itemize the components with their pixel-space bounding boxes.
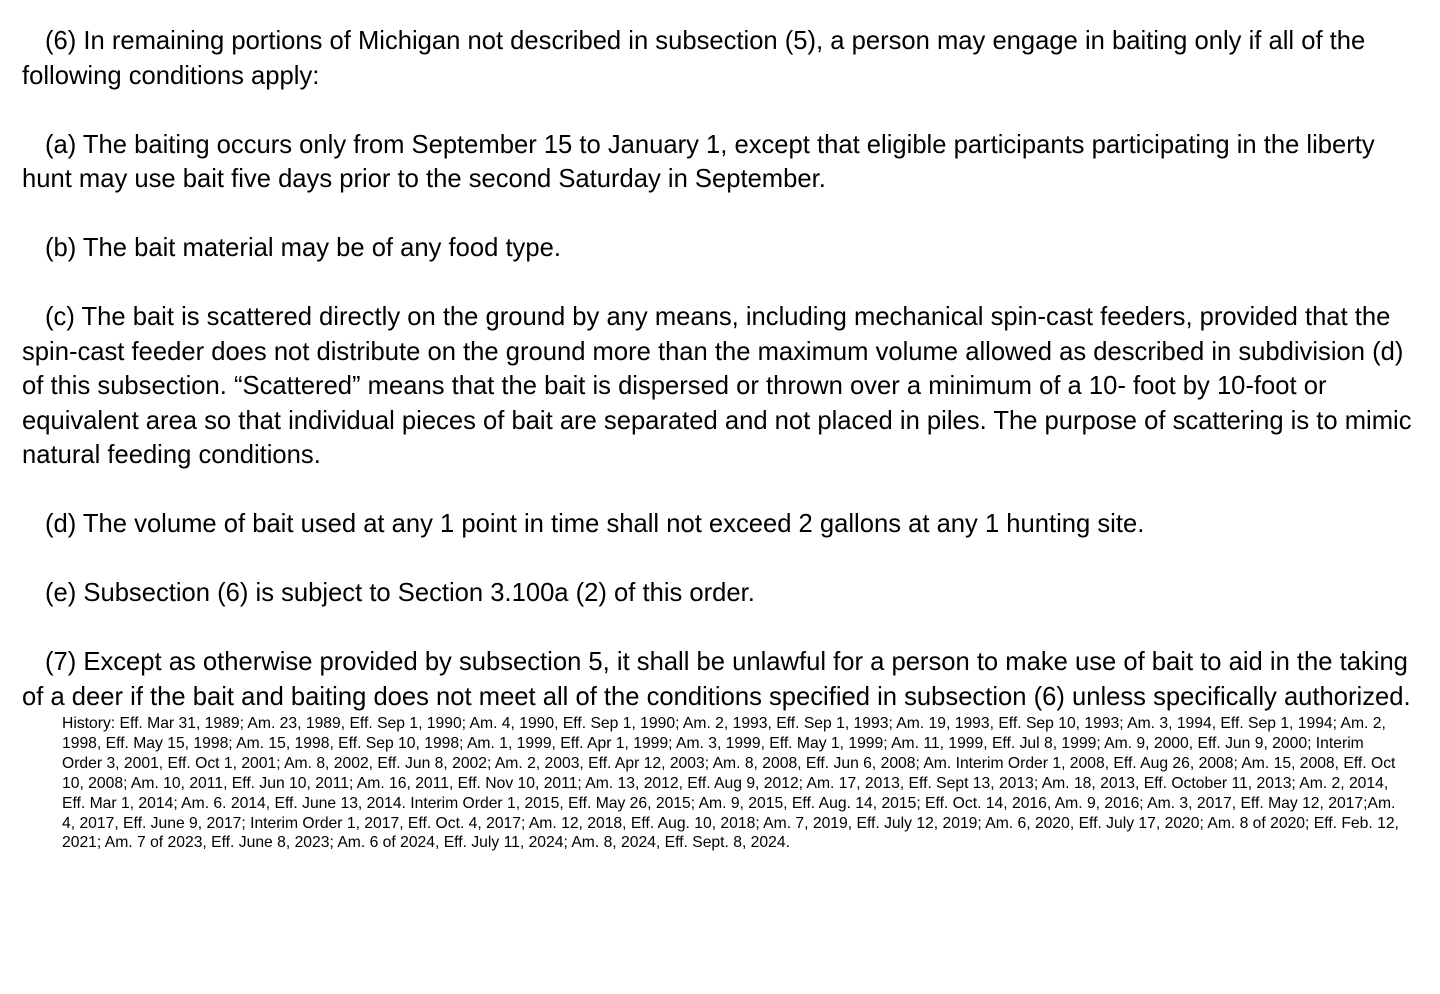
- paragraph-subsection-7: (7) Except as otherwise provided by subsection 5, it shall be unlawful for a person to make use of bait to aid in the taking of a deer if the bait and baiting does not meet all of the conditions specified in subsection (6) unless specifically authorized.: [22, 648, 1411, 711]
- paragraph-gap: [22, 473, 1422, 508]
- paragraph-subdivision-c: (c) The bait is scattered directly on the ground by any means, including mechanical spin-cast feeders, provided that the spin-cast feeder does not distribute on the ground more than the maximum volume allowed as described in subdivision (d) of this subsection. “Scattered” means that the bait is dispersed or thrown over a minimum of a 10- foot by 10-foot or equivalent area so that individual pieces of bait are separated and not placed in piles. The purpose of scattering is to mimic natural feeding conditions.: [22, 303, 1412, 469]
- paragraph-subdivision-a: (a) The baiting occurs only from September 15 to January 1, except that eligible participants participating in the liberty hunt may use bait five days prior to the second Saturday in September.: [22, 130, 1375, 193]
- document-body: [22, 24, 1422, 853]
- paragraph-gap: [22, 542, 1422, 577]
- paragraph-subsection-6: (6) In remaining portions of Michigan not described in subsection (5), a person may engage in baiting only if all of the following conditions apply:: [22, 27, 1366, 90]
- paragraph-gap: [22, 93, 1422, 128]
- paragraph-gap: [22, 197, 1422, 232]
- paragraph-subdivision-b: (b) The bait material may be of any food type.: [45, 234, 561, 262]
- history-note: History: Eff. Mar 31, 1989; Am. 23, 1989, Eff. Sep 1, 1990; Am. 4, 1990, Eff. Sep 1, 1990; Am. 2, 1993, Eff. Sep 1, 1993; Am. 19, 1993, Eff. Sep 10, 1993; Am. 3, 1994, Eff. Sep 1, 1994; Am. 2, 1998, Eff. May 15, 1998; Am. 15, 1998, Eff. Sep 10, 1998; Am. 1, 1999, Eff. Apr 1, 1999; Am. 3, 1999, Eff. May 1, 1999; Am. 11, 1999, Eff. Jul 8, 1999; Am. 9, 2000, Eff. Jun 9, 2000; Interim Order 3, 2001, Eff. Oct 1, 2001; Am. 8, 2002, Eff. Jun 8, 2002; Am. 2, 2003, Eff. Apr 12, 2003; Am. 8, 2008, Eff. Jun 6, 2008; Am. Interim Order 1, 2008, Eff. Aug 26, 2008; Am. 15, 2008, Eff. Oct 10, 2008; Am. 10, 2011, Eff. Jun 10, 2011; Am. 16, 2011, Eff. Nov 10, 2011; Am. 13, 2012, Eff. Aug 9, 2012; Am. 17, 2013, Eff. Sept 13, 2013; Am. 18, 2013, Eff. October 11, 2013; Am. 2, 2014, Eff. Mar 1, 2014; Am. 6. 2014, Eff. June 13, 2014. Interim Order 1, 2015, Eff. May 26, 2015; Am. 9, 2015, Eff. Aug. 14, 2015; Eff. Oct. 14, 2016, Am. 9, 2016; Am. 3, 2017, Eff. May 12, 2017;Am. 4, 2017, Eff. June 9, 2017; Interim Order 1, 2017, Eff. Oct. 4, 2017; Am. 12, 2018, Eff. Aug. 10, 2018; Am. 7, 2019, Eff. July 12, 2019; Am. 6, 2020, Eff. July 17, 2020; Am. 8 of 2020; Eff. Feb. 12, 2021; Am. 7 of 2023, Eff. June 8, 2023; Am. 6 of 2024, Eff. July 11, 2024; Am. 8, 2024, Eff. Sept. 8, 2024.: [62, 715, 1399, 852]
- paragraph-subdivision-e: (e) Subsection (6) is subject to Section 3.100a (2) of this order.: [45, 579, 755, 607]
- paragraph-subdivision-d: (d) The volume of bait used at any 1 point in time shall not exceed 2 gallons at any 1 hunting site.: [45, 510, 1145, 538]
- paragraph-gap: [22, 266, 1422, 301]
- paragraph-gap: [22, 611, 1422, 646]
